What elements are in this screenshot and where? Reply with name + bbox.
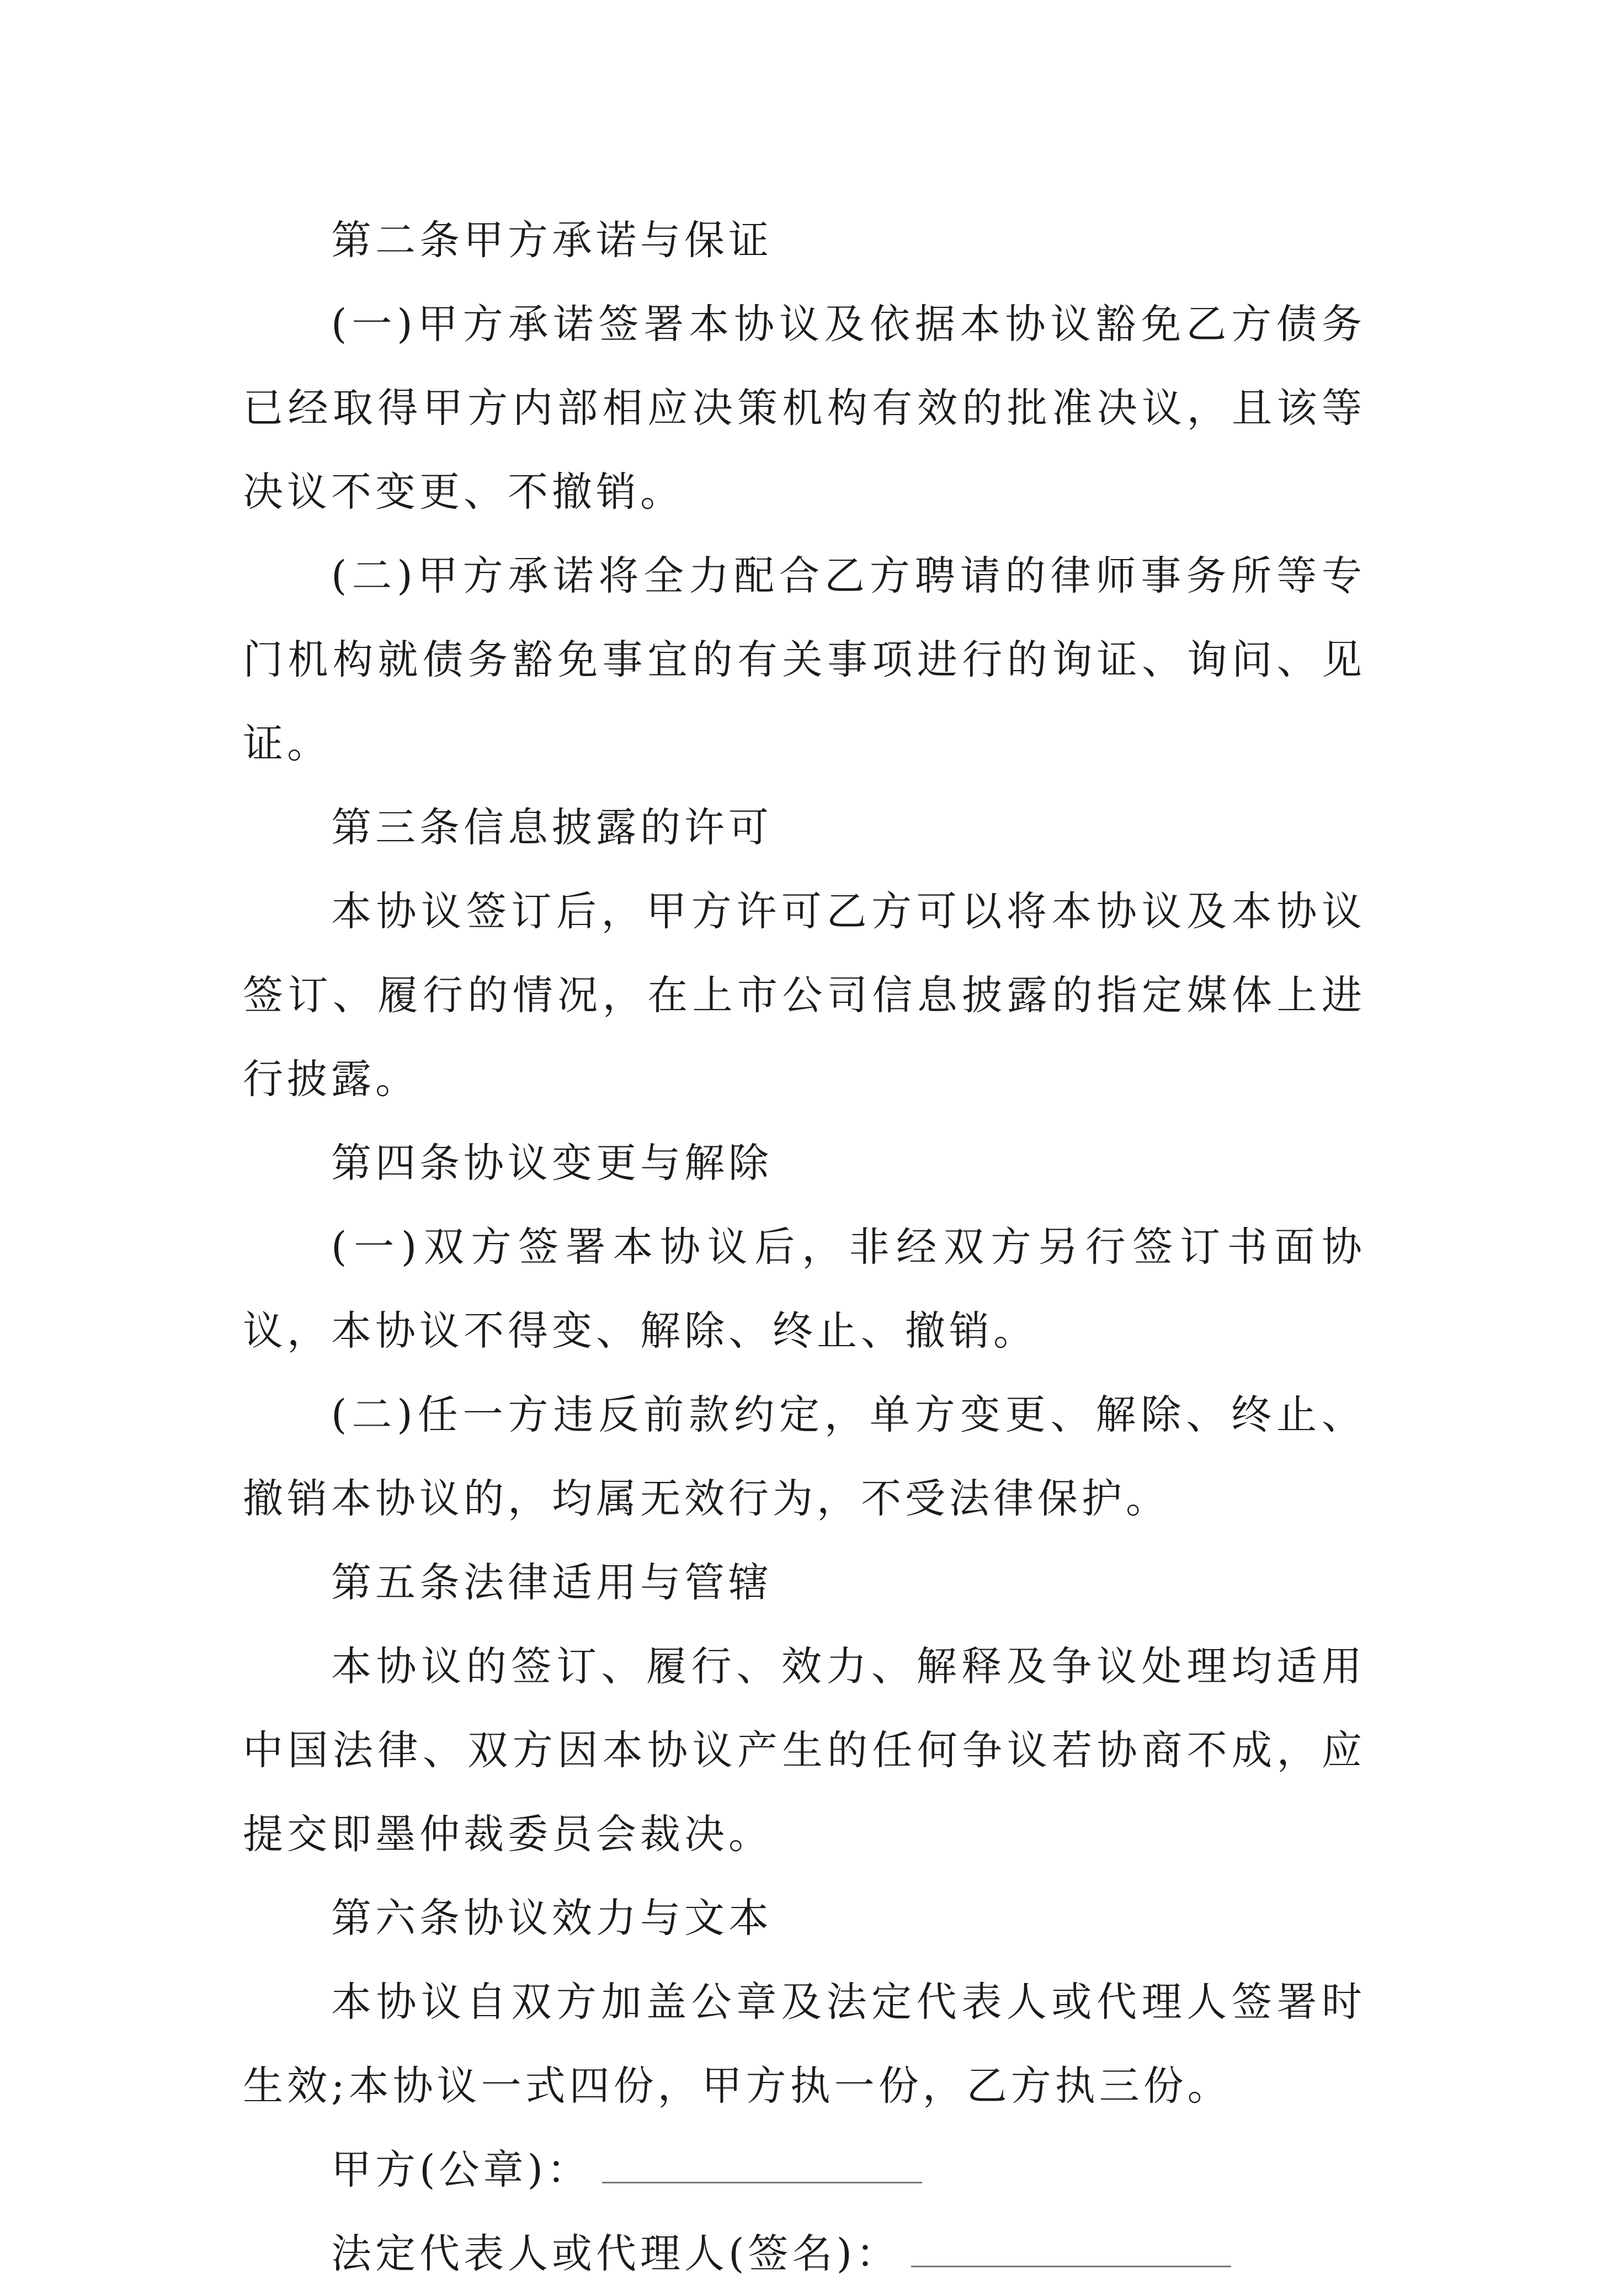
representative-signature-line [243,2212,1366,2296]
party-a-seal-blank [602,2149,922,2183]
article-4-heading: 第四条协议变更与解除 [331,1140,773,1187]
representative-signature-label: 法定代表人或代理人(签名)： [331,2230,900,2277]
article-6-body: 本协议自双方加盖公章及法定代表人或代理人签署时生效;本协议一式四份，甲方执一份，乙方执三份。 [243,1979,1366,2109]
article-5-heading: 第五条法律适用与管辖 [331,1559,773,1606]
article-4-clause-2: (二)任一方违反前款约定，单方变更、解除、终止、撤销本协议的，均属无效行为，不受法律保护。 [243,1391,1366,1522]
document-body [243,199,1366,2296]
article-3-heading: 第三条信息披露的许可 [331,804,773,851]
article-2-clause-2: (二)甲方承诺将全力配合乙方聘请的律师事务所等专门机构就债务豁免事宜的有关事项进行的询证、询问、见证。 [243,552,1366,767]
article-5-body: 本协议的签订、履行、效力、解释及争议处理均适用中国法律、双方因本协议产生的任何争议若协商不成，应提交即墨仲裁委员会裁决。 [243,1643,1366,1858]
article-2-clause-1: (一)甲方承诺签署本协议及依据本协议豁免乙方债务已经取得甲方内部相应决策机构有效的批准决议，且该等决议不变更、不撤销。 [243,301,1366,515]
article-6-heading: 第六条协议效力与文本 [331,1895,773,1942]
representative-signature-blank [911,2233,1231,2267]
article-3-body: 本协议签订后，甲方许可乙方可以将本协议及本协议签订、履行的情况，在上市公司信息披露的指定媒体上进行披露。 [243,888,1366,1103]
party-a-signature-line [243,2128,1366,2212]
article-4-clause-1: (一)双方签署本协议后，非经双方另行签订书面协议，本协议不得变、解除、终止、撤销。 [243,1224,1366,1354]
article-2-heading: 第二条甲方承诺与保证 [331,217,773,264]
party-a-seal-label: 甲方(公章)： [331,2146,591,2193]
